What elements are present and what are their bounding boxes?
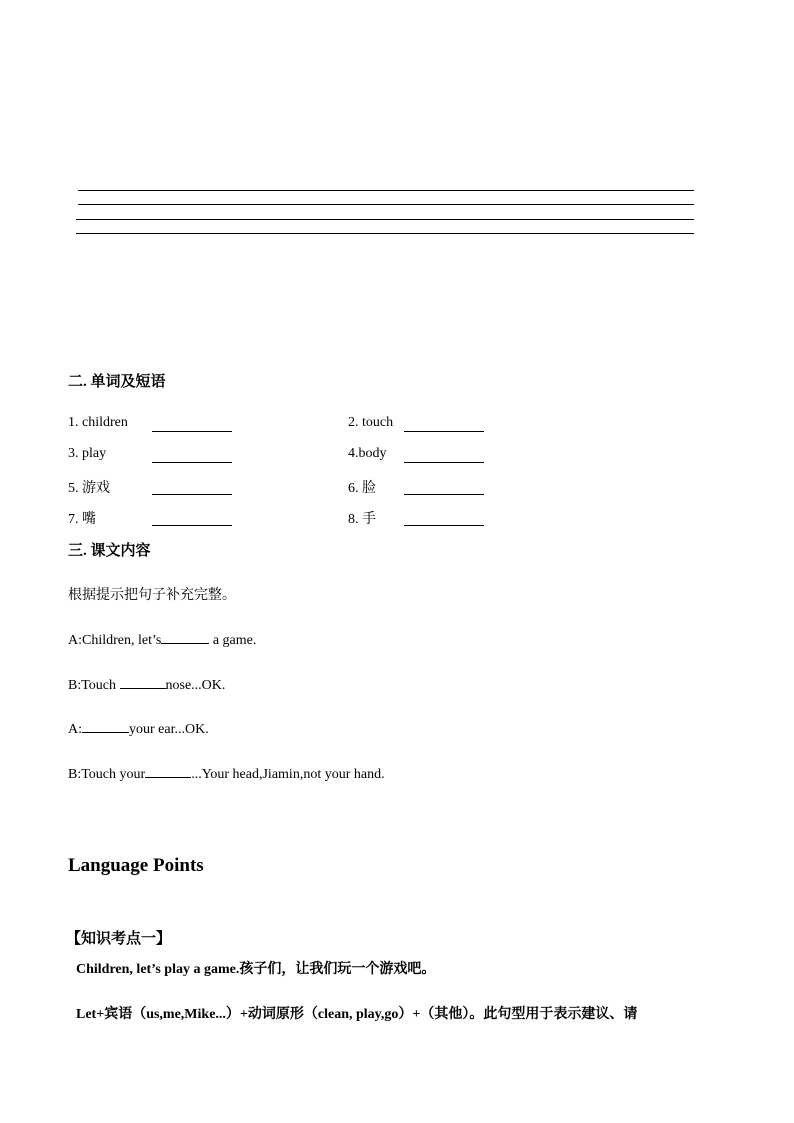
section-heading-text: 三. 课文内容: [68, 543, 151, 559]
vocab-item-8: 8. 手: [348, 512, 376, 527]
dialogue-text: A:: [68, 722, 82, 737]
answer-blank[interactable]: [120, 674, 166, 689]
answer-blank[interactable]: [161, 629, 209, 644]
dialogue-line-3: [68, 718, 209, 738]
dialogue-text: A:Children, let’s: [68, 633, 162, 648]
dialogue-text: B:Touch your: [68, 767, 146, 782]
knowledge-point-label: 【知识考点一】: [66, 931, 172, 947]
dialogue-line-1: [68, 629, 256, 649]
answer-blank[interactable]: [145, 763, 191, 778]
answer-blank[interactable]: [152, 494, 232, 495]
dialogue-text: your ear...OK.: [129, 722, 209, 737]
section-heading-vocabulary: 二. 单词及短语: [68, 374, 166, 390]
dialogue-line-2: [68, 674, 225, 694]
vocab-item-7: 7. 嘴: [68, 512, 96, 527]
dialogue-text: ...Your head,Jiamin,not your hand.: [191, 767, 385, 782]
ruled-line: [78, 190, 694, 191]
vocab-item-2: 2. touch: [348, 415, 394, 430]
answer-blank[interactable]: [404, 431, 484, 432]
ruled-line: [78, 204, 694, 205]
dialogue-line-4: [68, 763, 385, 783]
example-sentence: Children, let’s play a game.孩子们，让我们玩一个游戏吧。: [76, 962, 436, 977]
vocab-item-6: 6. 脸: [348, 481, 376, 496]
ruled-line: [76, 233, 694, 234]
grammar-rule: Let+宾语（us,me,Mike...）+动词原形（clean, play,go）+（其他）。此句型用于表示建议、请: [76, 1007, 638, 1022]
answer-blank[interactable]: [152, 462, 232, 463]
instruction: 根据提示把句子补充完整。: [68, 588, 236, 603]
vocab-item-1: 1. children: [68, 415, 128, 430]
vocab-item-5: 5. 游戏: [68, 481, 110, 496]
answer-blank[interactable]: [404, 525, 484, 526]
language-points-title: Language Points: [68, 855, 204, 876]
answer-blank[interactable]: [82, 718, 129, 733]
answer-blank[interactable]: [404, 494, 484, 495]
vocab-item-4: 4.body: [348, 446, 387, 461]
answer-blank[interactable]: [404, 462, 484, 463]
dialogue-text: B:Touch: [68, 678, 120, 693]
ruled-line: [76, 219, 694, 220]
answer-blank[interactable]: [152, 431, 232, 432]
dialogue-text: nose...OK.: [165, 678, 226, 693]
dialogue-text: a game.: [209, 633, 257, 648]
vocab-item-3: 3. play: [68, 446, 107, 461]
answer-blank[interactable]: [152, 525, 232, 526]
